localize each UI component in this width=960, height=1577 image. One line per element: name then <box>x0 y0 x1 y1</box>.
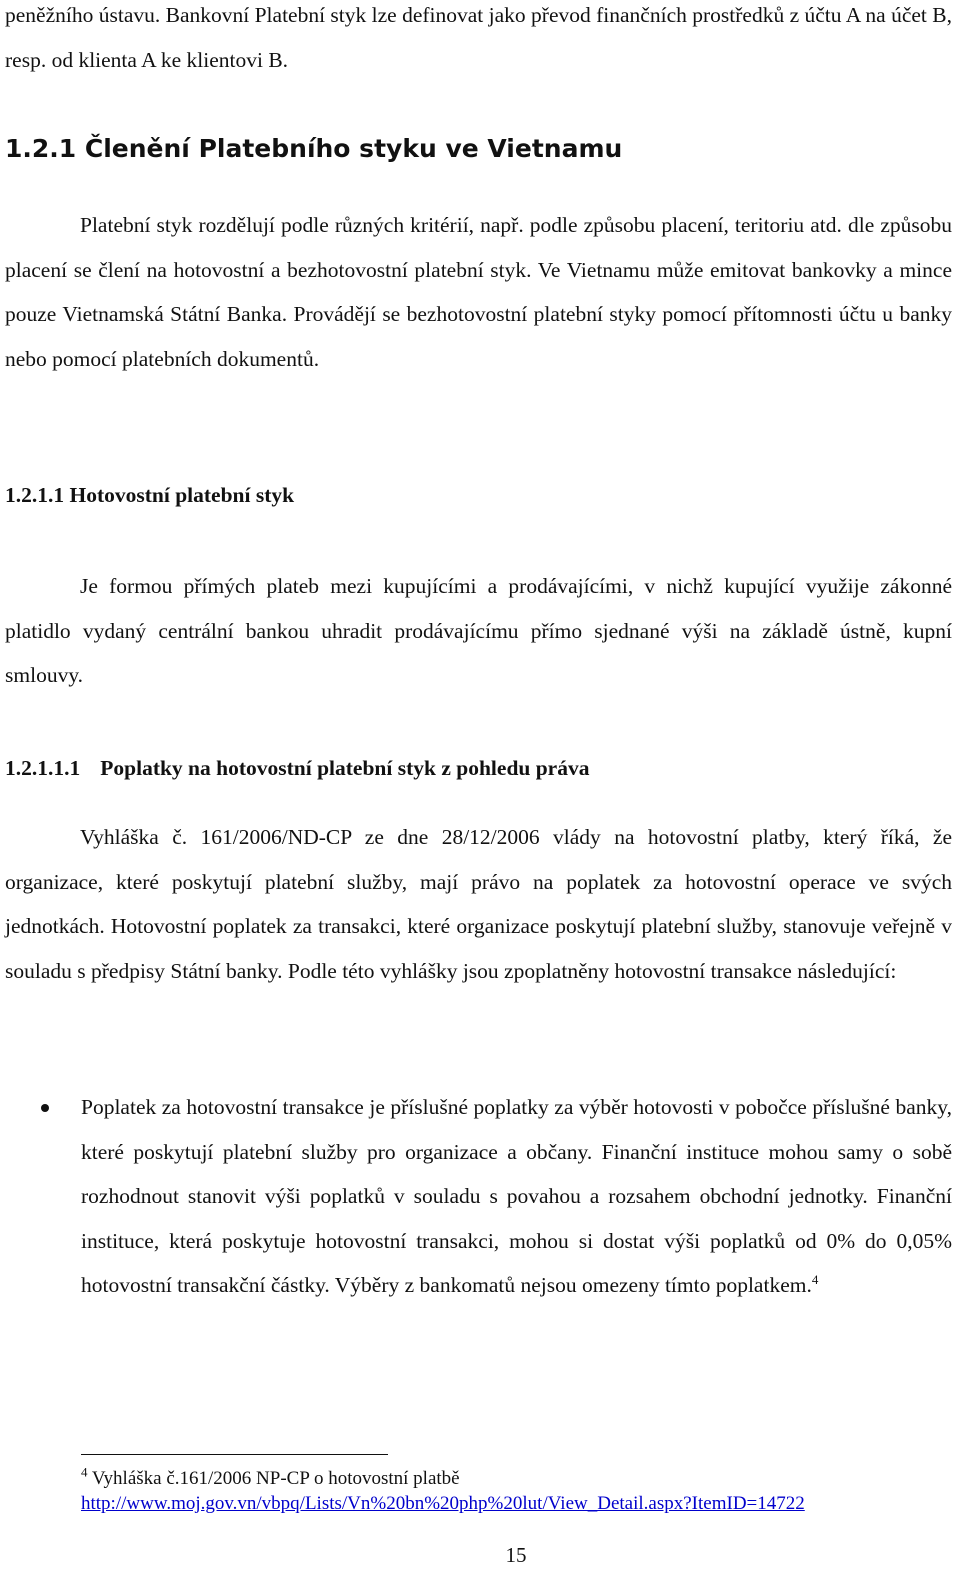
section-heading: 1.2.1 Členění Platebního styku ve Vietnamu <box>5 134 623 163</box>
footnote-block <box>81 1466 805 1516</box>
intro-paragraph: peněžního ústavu. Bankovní Platební styk lze definovat jako převod finančních prostředků z účtu A na účet B, resp. od klienta A ke klientovi B. <box>5 3 952 72</box>
bullet-dot-icon <box>41 1104 49 1112</box>
intro-paragraph-block <box>5 0 952 82</box>
fees-heading-title: Poplatky na hotovostní platební styk z pohledu práva <box>100 756 590 780</box>
footnote-source <box>81 1466 805 1491</box>
cash-heading-number: 1.2.1.1 <box>5 483 65 507</box>
footnote-reference[interactable]: 4 <box>811 1272 819 1288</box>
section-heading-block <box>5 129 622 169</box>
section-paragraph-block <box>5 203 952 381</box>
section-paragraph: Platební styk rozdělují podle různých kritérií, např. podle způsobu placení, teritoriu atd. dle způsobu placení se člení na hotovostní a bezhotovostní platební styk. Ve Vietnamu může emitovat bankovky a mince pouze Vietnamská Státní Banka. Provádějí se bezhotovostní platební styky pomocí přítomnosti účtu u banky nebo pomocí platebních dokumentů. <box>5 213 952 371</box>
fees-paragraph: Vyhláška č. 161/2006/ND-CP ze dne 28/12/2006 vlády na hotovostní platby, který říká, že organizace, které poskytují platební služby, mají právo na poplatek za hotovostní operace ve svých jednotkách. Hotovostní poplatek za transakci, které organizace poskytují platební služby, stanovuje veřejně v souladu s předpisy Státní banky. Podle této vyhlášky jsou zpoplatněny hotovostní transakce následující: <box>5 825 952 983</box>
footnote-text: Vyhláška č.161/2006 NP-CP o hotovostní platbě <box>91 1468 460 1489</box>
footnote-marker: 4 <box>81 1464 88 1480</box>
fees-paragraph-block <box>5 815 952 993</box>
cash-paragraph-block <box>5 564 952 698</box>
bullet-item-block <box>81 1085 952 1308</box>
cash-heading <box>5 480 294 510</box>
fees-heading-block <box>5 753 952 783</box>
footnote-link-line <box>81 1491 805 1516</box>
cash-paragraph: Je formou přímých plateb mezi kupujícími a prodávajícími, v nichž kupující využije zákonné platidlo vydaný centrální bankou uhradit prodávajícímu přímo sjednané výši na základě ústně, kupní smlouvy. <box>5 574 952 688</box>
page-number: 15 <box>505 1543 527 1567</box>
cash-heading-title: Hotovostní platební styk <box>69 483 295 507</box>
cash-heading-block <box>5 480 294 510</box>
bullet-item <box>81 1085 952 1308</box>
fees-heading <box>5 753 952 783</box>
footnote-link[interactable]: http://www.moj.gov.vn/vbpq/Lists/Vn%20bn%20php%20lut/View_Detail.aspx?ItemID=14722 <box>81 1493 805 1514</box>
footnote-separator <box>81 1454 388 1455</box>
fees-heading-number: 1.2.1.1.1 <box>5 756 81 780</box>
bullet-item-text: Poplatek za hotovostní transakce je příslušné poplatky za výběr hotovosti v pobočce příslušné banky, které poskytují platební služby pro organizace a občany. Finanční instituce mohou samy o sobě rozhodnout stanovit výši poplatků v souladu s povahou a rozsahem obchodní jednotky. Finanční instituce, která poskytuje hotovostní transakci, mohou si dostat výši poplatků od 0% do 0,05% hotovostní transakční částky. Výběry z bankomatů nejsou omezeny tímto poplatkem. <box>81 1095 952 1298</box>
